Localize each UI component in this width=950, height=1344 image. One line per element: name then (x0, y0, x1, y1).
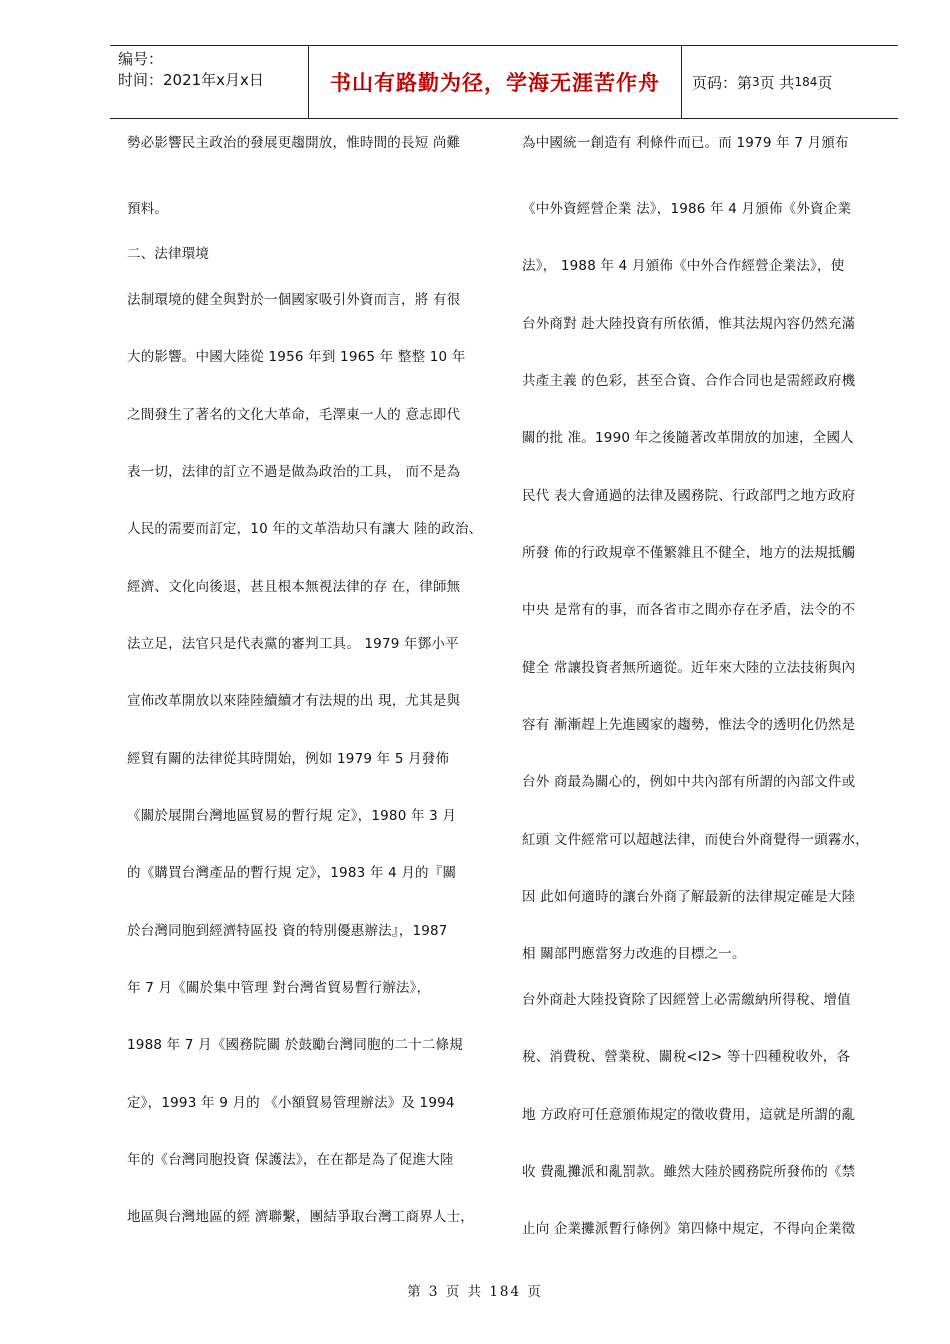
text-line: 為中國統一創造有 利條件而已。而 1979 年 7 月頒布 (522, 135, 849, 151)
text-line: 年的《台灣同胞投資 保護法》，在在都是為了促進大陸 (127, 1152, 454, 1168)
text-line: 紅頭 文件經常可以超越法律，而使台外商覺得一頭霧水， (522, 832, 869, 848)
text-line: 定》，1993 年 9 月的 《小額貿易管理辦法》及 1994 (127, 1095, 455, 1111)
text-line: 法》， 1988 年 4 月頒佈《中外合作經營企業法》，使 (522, 258, 845, 274)
text-line: 人民的需要而訂定，10 年的文革浩劫只有讓大 陸的政治、 (127, 521, 483, 537)
text-line: 勢必影響民主政治的發展更趨開放，惟時間的長短 尚難 (127, 135, 461, 151)
page-number: 3 (752, 75, 760, 89)
text-line: 1988 年 7 月《國務院關 於鼓勵台灣同胞的二十二條規 (127, 1037, 463, 1053)
text-line: 地區與台灣地區的經 濟聯繫，團結爭取台灣工商界人士， (127, 1209, 474, 1225)
text-line: 宣佈改革開放以來陸陸續續才有法規的出 現，尤其是與 (127, 693, 461, 709)
text-line: 地 方政府可任意頒佈規定的徵收費用，這就是所謂的亂 (522, 1107, 856, 1123)
page-header (110, 45, 898, 119)
text-line: 共產主義 的色彩，甚至合資、合作合同也是需經政府機 (522, 373, 856, 389)
page-footer: 第 3 页 共 184 页 (407, 1284, 543, 1300)
text-line: 稅、消費稅、營業稅、關稅<I2> 等十四種稅收外，各 (522, 1049, 851, 1065)
text-line: 因 此如何適時的讓台外商了解最新的法律規定確是大陸 (522, 889, 856, 905)
text-line: 台外商赴大陸投資除了因經營上必需繳納所得稅、增值 (522, 992, 851, 1008)
header-motto: 书山有路勤为径，学海无涯苦作舟 (308, 46, 682, 118)
page-suffix: 页 (817, 73, 833, 92)
header-meta (110, 46, 308, 118)
page-total: 184 (794, 75, 818, 89)
page-mid: 页 共 (759, 73, 795, 92)
text-line: 台外 商最為關心的，例如中共內部有所謂的內部文件或 (522, 774, 856, 790)
text-line: 法制環境的健全與對於一個國家吸引外資而言，將 有很 (127, 292, 461, 308)
text-line: 《中外資經營企業 法》，1986 年 4 月頒佈《外資企業 (522, 201, 852, 217)
text-line: 大的影響。中國大陸從 1956 年到 1965 年 整整 10 年 (127, 349, 466, 365)
page-prefix: 页码：第 (692, 73, 753, 92)
text-line: 之間發生了著名的文化大革命，毛澤東一人的 意志即代 (127, 407, 461, 423)
text-line: 於台灣同胞到經濟特區投 資的特別優惠辦法』，1987 (127, 923, 448, 939)
text-line: 收 費亂攤派和亂罰款。雖然大陸於國務院所發佈的《禁 (522, 1164, 856, 1180)
text-line: 容有 漸漸趕上先進國家的趨勢，惟法令的透明化仍然是 (522, 717, 856, 733)
text-line: 健全 常讓投資者無所適從。近年來大陸的立法技術與內 (522, 660, 856, 676)
text-line: 法立足，法官只是代表黨的審判工具。 1979 年鄧小平 (127, 636, 459, 652)
text-line: 中央 是常有的事，而各省市之間亦存在矛盾，法令的不 (522, 602, 856, 618)
text-line: 表一切，法律的訂立不過是做為政治的工具， 而不是為 (127, 464, 461, 480)
text-line: 預料。 (127, 201, 169, 217)
header-page-info (682, 46, 898, 118)
text-line: 的《購買台灣產品的暫行規 定》，1983 年 4 月的『關 (127, 865, 457, 881)
text-line: 經濟、文化向後退，甚且根本無視法律的存 在，律師無 (127, 579, 461, 595)
text-line: 止向 企業攤派暫行條例》第四條中規定，不得向企業徵 (522, 1221, 856, 1237)
text-line: 年 7 月《關於集中管理 對台灣省貿易暫行辦法》， (127, 980, 431, 996)
text-line: 所發 佈的行政規章不僅繁雜且不健全，地方的法規抵觸 (522, 545, 856, 561)
section-heading: 二、法律環境 (127, 246, 210, 262)
text-line: 關的批 准。1990 年之後隨著改革開放的加速，全國人 (522, 430, 854, 446)
text-line: 相 關部門應當努力改進的目標之一。 (522, 946, 746, 962)
serial-number-label: 编号： (118, 50, 164, 68)
text-line: 經貿有關的法律從其時開始，例如 1979 年 5 月發佈 (127, 751, 450, 767)
text-line: 《關於展開台灣地區貿易的暫行規 定》，1980 年 3 月 (127, 808, 457, 824)
text-line: 民代 表大會通過的法律及國務院、行政部門之地方政府 (522, 488, 856, 504)
date-label: 时间：2021年x月x日 (118, 71, 264, 89)
text-line: 台外商對 赴大陸投資有所依循，惟其法規內容仍然充滿 (522, 316, 856, 332)
